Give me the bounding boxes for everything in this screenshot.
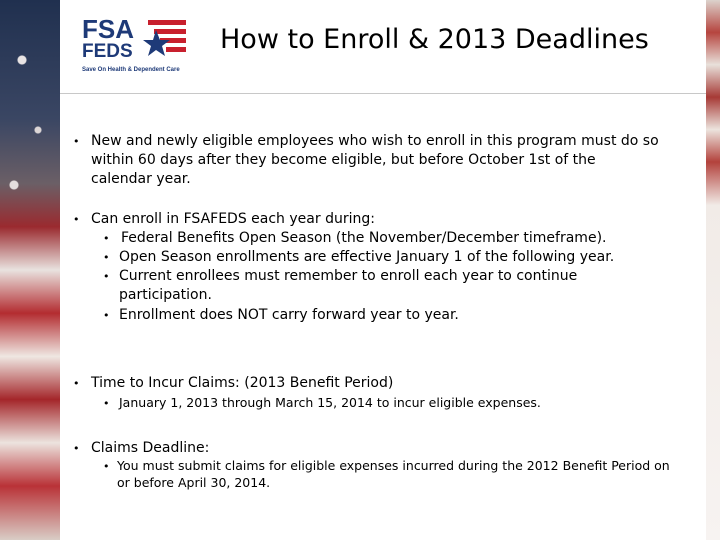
sub-bullet-icon: • <box>103 397 110 410</box>
p3-sub1: January 1, 2013 through March 15, 2014 to incur eligible expenses. <box>119 395 541 410</box>
logo-flag-star-icon <box>140 16 186 60</box>
p3-heading: Time to Incur Claims: (2013 Benefit Period) <box>91 375 394 391</box>
bullet-icon: • <box>73 442 80 455</box>
p2-heading: Can enroll in FSAFEDS each year during: <box>91 211 375 227</box>
fsafeds-logo <box>82 14 192 78</box>
p4-heading: Claims Deadline: <box>91 440 210 456</box>
logo-tagline: Save On Health & Dependent Care <box>82 67 180 73</box>
slide-title: How to Enroll & 2013 Deadlines <box>220 24 649 55</box>
p2-sub4: Enrollment does NOT carry forward year to year. <box>119 307 459 323</box>
bullet-icon: • <box>73 135 80 148</box>
logo-feds-text: FEDS <box>82 41 133 62</box>
sub-bullet-icon: • <box>103 232 110 245</box>
p2-sub1: Federal Benefits Open Season (the November/December timeframe). <box>121 230 607 246</box>
flag-background-right <box>706 0 720 540</box>
bullet-icon: • <box>73 213 80 226</box>
p4-sub1-line1: You must submit claims for eligible expenses incurred during the 2012 Benefit Period on <box>117 458 670 473</box>
p2-sub2: Open Season enrollments are effective January 1 of the following year. <box>119 249 615 265</box>
flag-background-left <box>0 0 60 540</box>
logo-fsa-text: FSA <box>82 14 134 44</box>
header-divider <box>60 93 706 94</box>
p1-line1: New and newly eligible employees who wish to enroll in this program must do so <box>91 133 659 149</box>
p4-sub1-line2: or before April 30, 2014. <box>117 475 271 490</box>
p2-sub3-line2: participation. <box>119 287 212 303</box>
bullet-icon: • <box>73 377 80 390</box>
p1-line3: calendar year. <box>91 171 191 187</box>
sub-bullet-icon: • <box>103 309 110 322</box>
p1-line2: within 60 days after they become eligible, but before October 1st of the <box>91 152 596 168</box>
sub-bullet-icon: • <box>103 270 110 283</box>
sub-bullet-icon: • <box>103 251 110 264</box>
p2-sub3-line1: Current enrollees must remember to enroll each year to continue <box>119 268 578 284</box>
sub-bullet-icon: • <box>103 460 110 473</box>
